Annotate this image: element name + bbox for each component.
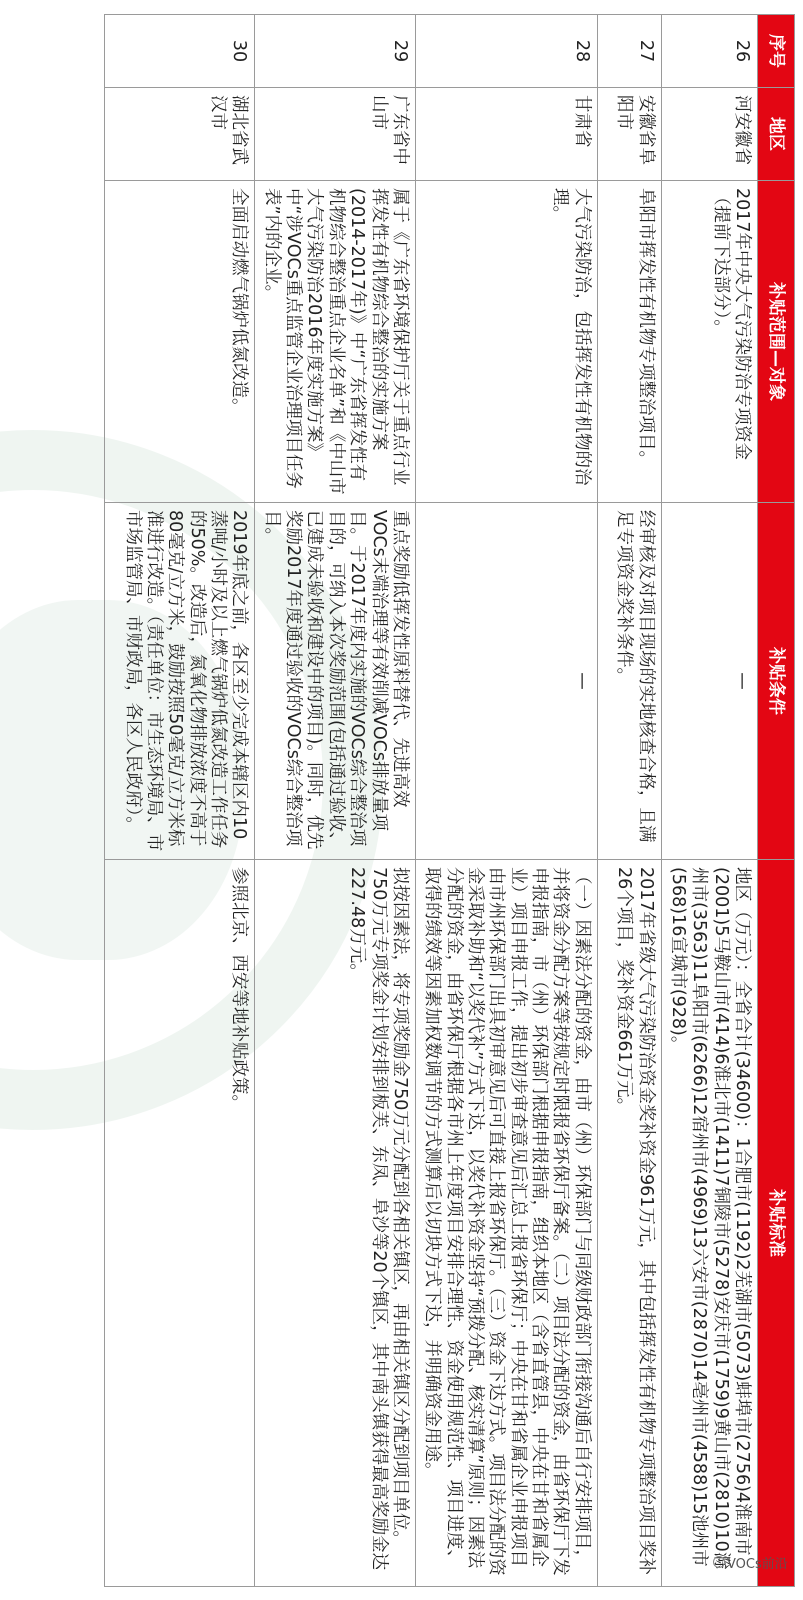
- table-row: [255, 15, 415, 1587]
- row-standard: （一）因素法分配的资金，由市（州）环保部门与同级财政部门衔接沟通后自行安排项目，并将资金分配方案等按规定时限报省环保厅备案。（二）项目法分配的资金，由省环保厅下发申报指南，市（州）环保部门根据申报指南，组织本地区（含省直管县，中央在甘和省属企业）项目申报工作，提出初步审查意见后汇总上报省环保厅；中央在甘和省属企业申报项目由市州环保部门出具初审意见后可直接上报省环保厅。（三）资金下达方式。项目法分配的资金采取补助和“以奖代补”方式下达，以奖代补资金坚持“预拨分配、核实清算”原则；因素法分配的资金，由省环保厅根据各市州上年度项目安排合理性、资金使用规范性、项目进度、取得的绩效等因素加权数调节的方式测算后以切块方式下达，并明确资金用途。: [415, 860, 597, 1587]
- row-index: 28: [415, 15, 597, 88]
- footer-source-label: VOCs前沿: [727, 1557, 788, 1572]
- header-standard: 补贴标准: [758, 860, 795, 1587]
- table-header-row: [758, 15, 795, 1587]
- row-index: 30: [105, 15, 255, 88]
- row-index: 26: [661, 15, 757, 88]
- row-region: 安徽省阜阳市: [597, 88, 661, 181]
- row-index: 29: [255, 15, 415, 88]
- row-standard: 2017年省级大气污染防治资金奖补资金961万元，其中包括挥发性有机物专项整治项目奖补26个项目，奖补资金661万元。: [597, 860, 661, 1587]
- row-region: 甘肃省: [415, 88, 597, 181]
- table-row: [105, 15, 255, 1587]
- row-standard: 参照北京、西安等地补贴政策。: [105, 860, 255, 1587]
- row-region: 湖北省武汉市: [105, 88, 255, 181]
- table-row: [661, 15, 757, 1587]
- row-standard: 地区（万元）：全省合计(34600)：1合肥市(1192)2芜湖市(5073)蚌埠市(2756)4淮南市(2001)5马鞍山市(414)6淮北市(1411)7铜陵市(5278)安庆市(1759)9黄山市(2810)10滁州市(3563)11阜阳市(6266)12宿州市(4969)13六安市(2870)14亳州市(4588)15池州市(568)16宣城市(928)。: [661, 860, 757, 1587]
- row-standard: 拟按因素法，将专项奖励金750万元分配到各相关镇区，再由相关镇区分配到项目单位。750万元专项奖金计划安排到板芙、东凤、阜沙等20个镇区，其中南头镇获得最高奖励金达227.48万元。: [255, 860, 415, 1587]
- subsidy-table: [104, 14, 795, 1587]
- row-scope: 2017年中央大气污染防治专项资金（提前下达部分）。: [661, 181, 757, 503]
- row-scope: 属于《广东省环境保护厅关于重点行业挥发性有机物综合整治的实施方案(2014-2017年)》中“广东省挥发性有机物综合整治重点企业名单”和《中山市大气污染防治2016年度实施方案》中“涉VOCs重点监管企业治理项目任务表”内的企业。: [255, 181, 415, 503]
- row-conditions: —: [415, 503, 597, 860]
- header-index: 序号: [758, 15, 795, 88]
- row-conditions: 重点奖励低挥发性原料替代、先进高效VOCs末端治理等有效削减VOCs排放量项目。于2017年度内实施的VOCs综合整治项目的，可纳入本次奖励范围(包括通过验收、已建成未验收和建设中的项目)。同时，优先奖励2017年度通过验收的VOCs综合整治项目。: [255, 503, 415, 860]
- row-scope: 全面启动燃气锅炉低氮改造。: [105, 181, 255, 503]
- row-conditions: —: [661, 503, 757, 860]
- header-region: 地区: [758, 88, 795, 181]
- header-conditions: 补贴条件: [758, 503, 795, 860]
- row-conditions: 经审核及对项目现场的实地核查合格，且满足专项资金奖补条件。: [597, 503, 661, 860]
- row-conditions: 2019年底之前，各区至少完成本辖区内10蒸吨/小时及以上燃气锅炉低氮改造工作任务的50%。改造后，氮氧化物排放浓度不高于80毫克/立方米，鼓励按照50毫克/立方米标准进行改造。（责任单位：市生态环境局、市市场监管局、市财政局，各区人民政府）。: [105, 503, 255, 860]
- table-row: [415, 15, 597, 1587]
- table-row: [597, 15, 661, 1587]
- row-region: 广东省中山市: [255, 88, 415, 181]
- row-scope: 阜阳市挥发性有机物专项整治项目。: [597, 181, 661, 503]
- header-scope: 补贴范围—对象: [758, 181, 795, 503]
- row-region: 河安徽省: [661, 88, 757, 181]
- wechat-icon: [713, 1556, 725, 1568]
- row-scope: 大气污染防治，包括挥发性有机物的治理。: [415, 181, 597, 503]
- row-index: 27: [597, 15, 661, 88]
